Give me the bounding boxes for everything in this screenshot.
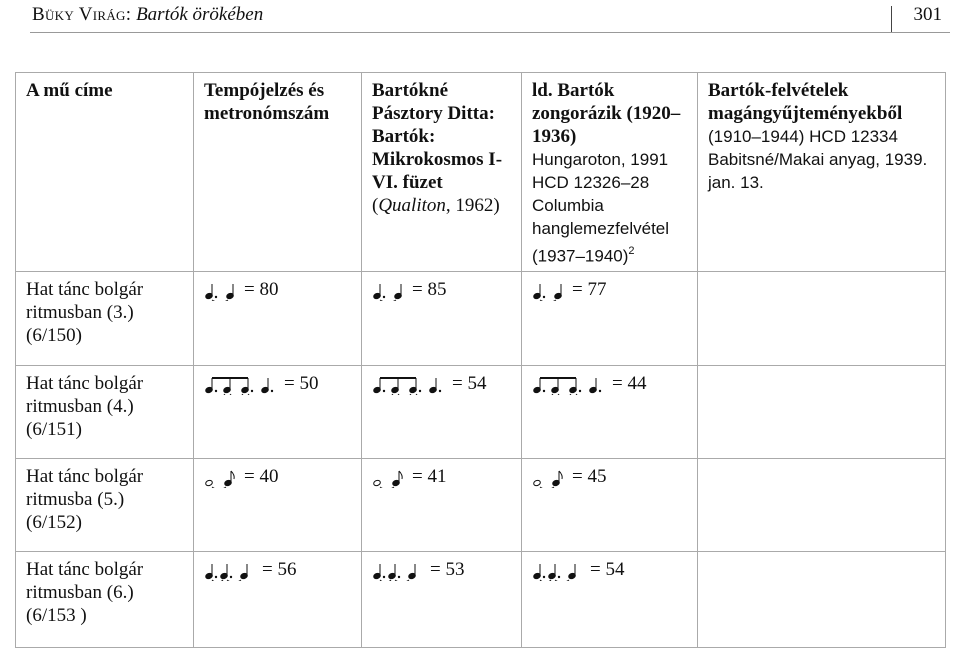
metronome-value: = 41 <box>412 466 447 488</box>
private-collection-cell <box>698 459 946 552</box>
qualiton-label: Qualiton <box>378 195 446 216</box>
tempo-bartok <box>522 459 698 552</box>
rhythm-note-icon <box>204 558 256 581</box>
table-row <box>16 272 946 366</box>
table-row <box>16 552 946 648</box>
table-header-row <box>16 73 946 272</box>
running-head-title: Bartók örökében <box>136 4 264 25</box>
tempo-marking <box>194 272 362 366</box>
tempo-pasztory <box>362 366 522 459</box>
tempo-marking <box>194 552 362 648</box>
metronome-value: = 77 <box>572 279 607 301</box>
private-collection-cell <box>698 552 946 648</box>
tempo-bartok <box>522 366 698 459</box>
piece-title: Hat tánc bolgár ritmusba (5.) (6/152) <box>16 459 194 552</box>
piece-title: Hat tánc bolgár ritmusban (3.) (6/150) <box>16 272 194 366</box>
rhythm-note-icon <box>204 278 238 301</box>
column-header-private-collections: Bartók-felvételek magángyűjteményekből (1910–1944) HCD 12334 Babitsné/Makai anyag, 1939. jan. 13. <box>698 73 946 272</box>
metronome-value: = 45 <box>572 466 607 488</box>
column-header-pasztory: Bartókné Pásztory Ditta: Bartók: Mikrokosmos I-VI. füzet (Qualiton, 1962) <box>362 73 522 272</box>
column-header-tempo: Tempójelzés és metronómszám <box>194 73 362 272</box>
tempo-bartok <box>522 552 698 648</box>
metronome-value: = 56 <box>262 559 297 581</box>
running-head-author: Büky Virág: <box>32 4 132 25</box>
tempo-pasztory <box>362 459 522 552</box>
rhythm-note-icon <box>204 465 238 488</box>
rhythm-note-icon <box>372 372 446 395</box>
metronome-value: = 54 <box>452 373 487 395</box>
folio-separator <box>891 6 892 32</box>
piece-title: Hat tánc bolgár ritmusban (6.) (6/153 ) <box>16 552 194 648</box>
rhythm-note-icon <box>532 372 606 395</box>
metronome-value: = 44 <box>612 373 647 395</box>
metronome-value: = 40 <box>244 466 279 488</box>
table-row <box>16 366 946 459</box>
tempo-marking <box>194 459 362 552</box>
metronome-value: = 53 <box>430 559 465 581</box>
private-collection-cell <box>698 366 946 459</box>
table-row <box>16 459 946 552</box>
tempo-pasztory <box>362 552 522 648</box>
piece-title: Hat tánc bolgár ritmusban (4.) (6/151) <box>16 366 194 459</box>
rhythm-note-icon <box>372 558 424 581</box>
tempo-marking <box>194 366 362 459</box>
running-head <box>32 4 944 30</box>
metronome-value: = 80 <box>244 279 279 301</box>
column-header-bartok-plays: ld. Bartók zongorázik (1920–1936) Hungaroton, 1991 HCD 12326–28 Columbia hanglemezfelvétel (1937–1940)$^2$ <box>522 73 698 272</box>
metronome-value: = 54 <box>590 559 625 581</box>
metronome-value: = 50 <box>284 373 319 395</box>
tempo-bartok <box>522 272 698 366</box>
column-header-title: A mű címe <box>16 73 194 272</box>
tempo-pasztory <box>362 272 522 366</box>
private-collection-cell <box>698 272 946 366</box>
rhythm-note-icon <box>532 278 566 301</box>
metronome-value: = 85 <box>412 279 447 301</box>
rhythm-note-icon <box>372 465 406 488</box>
tempo-table <box>15 72 946 648</box>
page-number: 301 <box>913 4 942 25</box>
rhythm-note-icon <box>532 558 584 581</box>
rhythm-note-icon <box>372 278 406 301</box>
header-rule <box>30 32 950 33</box>
rhythm-note-icon <box>204 372 278 395</box>
rhythm-note-icon <box>532 465 566 488</box>
